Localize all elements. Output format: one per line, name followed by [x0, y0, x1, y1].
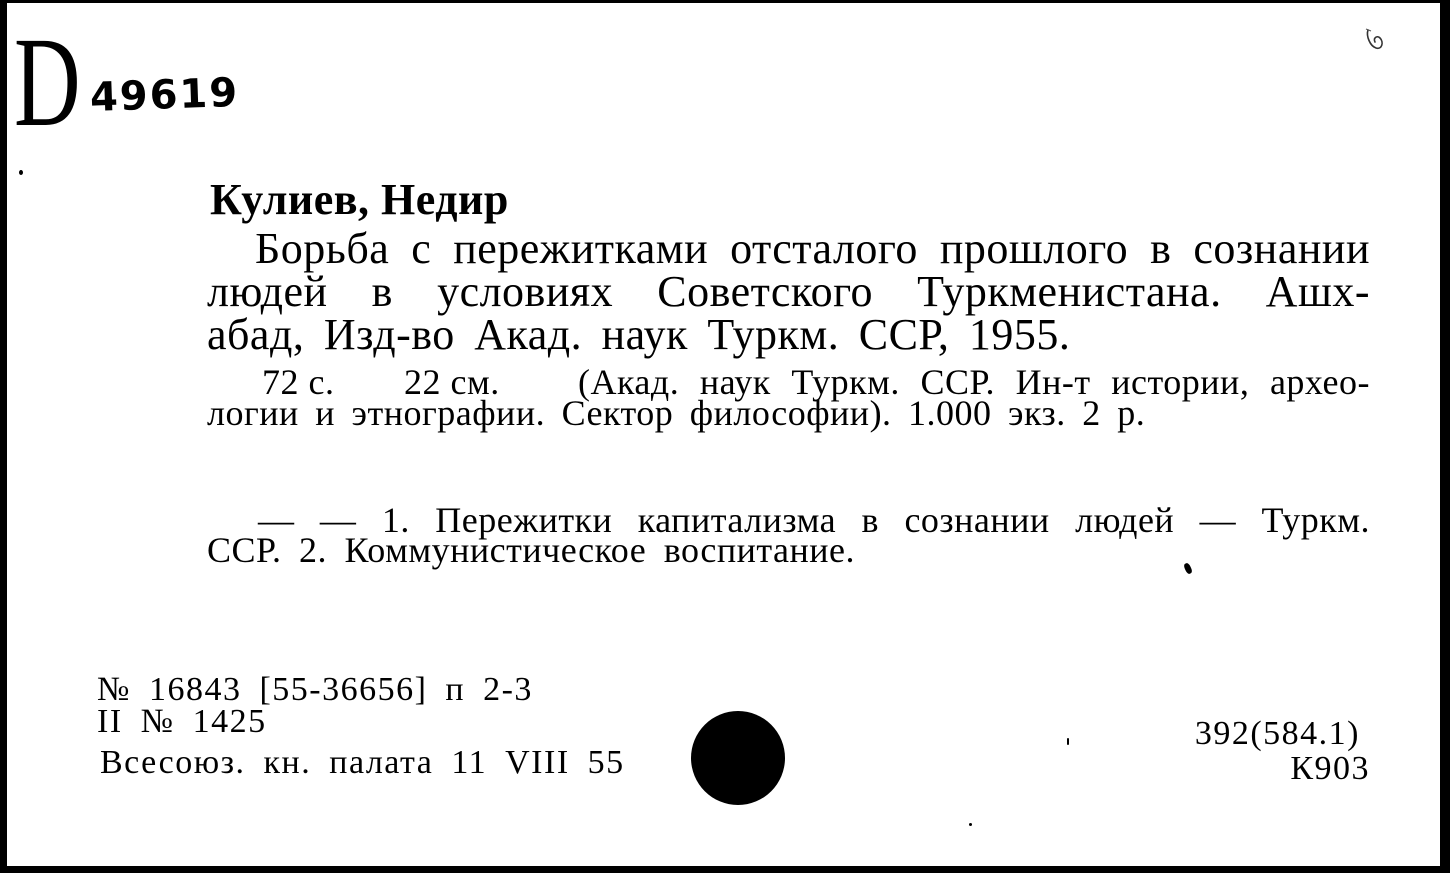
- accession-letter: D: [14, 11, 81, 153]
- udc-code: 392(584.1): [1194, 715, 1360, 752]
- registry-number: № 16843 [55-36656] п 2-3: [97, 671, 533, 708]
- chamber-stamp-line: Всесоюз. кн. палата 11 VIII 55: [100, 744, 625, 781]
- ink-speck: [969, 823, 972, 826]
- registry-number: II № 1425: [97, 703, 267, 740]
- series-note: логии и этнографии. Сектор философии). 1.000 экз. 2 р.: [207, 393, 1146, 433]
- title-line: людей в условиях Советского Туркменистана. Ашх-: [207, 267, 1370, 316]
- author-mark: К903: [1290, 750, 1370, 787]
- page-count: 72 с.: [262, 362, 335, 402]
- author-heading: Кулиев, Недир: [210, 175, 509, 224]
- punch-hole: [691, 711, 785, 805]
- title-line: абад, Изд-во Акад. наук Туркм. ССР, 1955.: [207, 310, 1071, 359]
- book-size: 22 см.: [404, 362, 500, 402]
- subject-heading: ССР. 2. Коммунистическое воспитание.: [207, 530, 856, 570]
- subject-heading: — — 1. Пережитки капитализма в сознании людей — Туркм.: [258, 500, 1370, 540]
- title-line: Борьба с пережитками отсталого прошлого в сознании: [255, 224, 1370, 273]
- series-note: (Акад. наук Туркм. ССР. Ин-т истории, архео-: [578, 362, 1370, 402]
- handwritten-accession-number: 49619: [89, 69, 240, 121]
- pencil-mark: [1362, 26, 1392, 54]
- ink-speck: [1067, 738, 1069, 745]
- ink-speck: [19, 170, 23, 175]
